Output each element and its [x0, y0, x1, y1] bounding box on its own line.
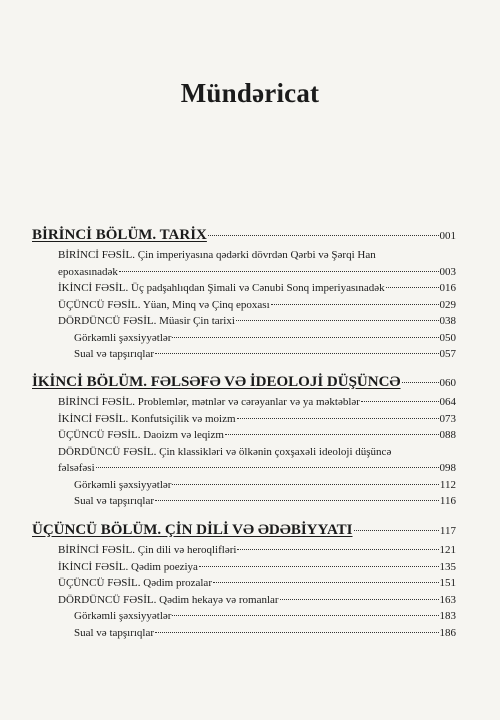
toc-entry-label: ÜÇÜNCÜ FƏSİL. Daoizm və leqizm: [58, 429, 224, 441]
toc-page-number: 001: [439, 230, 456, 242]
toc-entry-label: epoxasınadək: [58, 265, 118, 278]
dot-leader: [237, 418, 439, 419]
toc-page-number: 151: [439, 577, 456, 589]
toc-part-heading[interactable]: [32, 224, 456, 247]
toc-subentry[interactable]: [32, 346, 456, 363]
toc-entry[interactable]: [32, 592, 456, 609]
toc-page-number: 016: [439, 282, 456, 294]
toc-entry-label: Sual və tapşırıqlar: [74, 626, 155, 639]
toc-entry[interactable]: [32, 542, 456, 559]
toc-page-number: 116: [439, 495, 456, 507]
toc-entry[interactable]: [32, 460, 456, 477]
toc-section-language-literature: [32, 519, 456, 641]
toc-entry[interactable]: [32, 575, 456, 592]
dot-leader: [236, 320, 439, 321]
dot-leader: [96, 467, 439, 468]
dot-leader: [155, 632, 438, 633]
dot-leader: [172, 484, 438, 485]
toc-page-number: 073: [439, 412, 456, 425]
toc-entry-label: fəlsəfəsi: [58, 462, 95, 474]
toc-page-number: 186: [439, 626, 456, 639]
toc-page-number: 183: [439, 610, 456, 622]
toc-entry-label: DÖRDÜNCÜ FƏSİL. Çin klassikləri və ölkənin çoxşaxəli ideoloji düşüncə: [58, 445, 392, 458]
dot-leader: [172, 615, 438, 616]
toc-page-number: 064: [439, 396, 456, 408]
dot-leader: [354, 530, 439, 531]
toc-page-number: 003: [439, 265, 456, 278]
toc-entry-label: DÖRDÜNCÜ FƏSİL. Qədim hekayə və romanlar: [58, 593, 279, 606]
dot-leader: [155, 353, 438, 354]
toc-page-number: 135: [439, 560, 456, 573]
toc-entry-label: Sual və tapşırıqlar: [74, 495, 155, 507]
toc-entry[interactable]: [32, 559, 456, 576]
toc-page-number: 029: [439, 298, 456, 311]
toc-entry[interactable]: [32, 444, 456, 461]
dot-leader: [386, 287, 439, 288]
toc-entry[interactable]: [32, 297, 456, 314]
toc-section-history: [32, 224, 456, 363]
toc-entry-label: Görkəmli şəxsiyyətlər: [74, 331, 172, 344]
toc-page-number: 098: [439, 462, 456, 474]
toc-entry[interactable]: [32, 411, 456, 428]
dot-leader: [172, 337, 438, 338]
dot-leader: [271, 304, 439, 305]
dot-leader: [225, 434, 439, 435]
toc-subentry[interactable]: [32, 608, 456, 625]
toc-entry-label: İKİNCİ FƏSİL. Üç padşahlıqdan Şimali və Cənubi Sonq imperiyasınadək: [58, 282, 385, 294]
toc-section-philosophy: [32, 371, 456, 510]
toc-page-number: 117: [439, 525, 456, 537]
toc-page-number: 088: [439, 429, 456, 441]
toc-entry[interactable]: [32, 394, 456, 411]
toc-entry-label: Sual və tapşırıqlar: [74, 348, 155, 360]
dot-leader: [208, 235, 439, 236]
toc-page-number: 057: [439, 348, 456, 360]
toc-entry-label: Görkəmli şəxsiyyətlər: [74, 478, 172, 491]
toc-entry[interactable]: [32, 247, 456, 264]
dot-leader: [199, 566, 439, 567]
toc-page-number: 050: [439, 331, 456, 344]
toc-part-label: ÜÇÜNCÜ BÖLÜM. ÇİN DİLİ VƏ ƏDƏBİYYATI: [32, 522, 353, 538]
dot-leader: [280, 599, 439, 600]
toc-entry[interactable]: [32, 427, 456, 444]
toc-page-number: 112: [439, 478, 456, 491]
toc-entry-label: ÜÇÜNCÜ FƏSİL. Qədim prozalar: [58, 577, 212, 589]
toc-subentry[interactable]: [32, 493, 456, 510]
toc-entry[interactable]: [32, 280, 456, 297]
dot-leader: [119, 271, 439, 272]
toc-entry-label: İKİNCİ FƏSİL. Qədim poeziya: [58, 560, 198, 573]
toc-part-heading[interactable]: [32, 371, 456, 394]
toc-entry[interactable]: [32, 313, 456, 330]
page-title: Mündəricat: [180, 78, 320, 108]
toc-subentry[interactable]: [32, 330, 456, 347]
toc-entry-label: İKİNCİ FƏSİL. Konfutsiçilik və moizm: [58, 412, 236, 425]
toc-entry-label: ÜÇÜNCÜ FƏSİL. Yüan, Minq və Çinq epoxası: [58, 298, 270, 311]
dot-leader: [237, 549, 438, 550]
toc-part-heading[interactable]: [32, 519, 456, 542]
dot-leader: [155, 500, 439, 501]
toc-part-label: İKİNCİ BÖLÜM. FƏLSƏFƏ VƏ İDEOLOJİ DÜŞÜNCƏ: [32, 374, 401, 390]
toc-entry-label: Görkəmli şəxsiyyətlər: [74, 610, 172, 622]
toc-page-number: 163: [439, 593, 456, 606]
dot-leader: [361, 401, 439, 402]
toc-subentry[interactable]: [32, 477, 456, 494]
toc-page-number: 060: [439, 377, 456, 389]
toc-entry-label: BİRİNCİ FƏSİL. Çin imperiyasına qədərki dövrdən Qərbi və Şərqi Han: [58, 249, 376, 261]
toc-subentry[interactable]: [32, 625, 456, 642]
dot-leader: [213, 582, 439, 583]
toc-part-label: BİRİNCİ BÖLÜM. TARİX: [32, 227, 207, 243]
dot-leader: [402, 382, 439, 383]
toc-entry-label: DÖRDÜNCÜ FƏSİL. Müasir Çin tarixi: [58, 315, 235, 327]
toc-entry-label: BİRİNCİ FƏSİL. Çin dili və heroqlifləri: [58, 544, 237, 556]
toc-page-number: 121: [439, 544, 456, 556]
toc-entry[interactable]: [32, 264, 456, 281]
toc-page-number: 038: [439, 315, 456, 327]
toc-entry-label: BİRİNCİ FƏSİL. Problemlər, mətnlər və cərəyanlar və ya məktəblər: [58, 396, 360, 408]
